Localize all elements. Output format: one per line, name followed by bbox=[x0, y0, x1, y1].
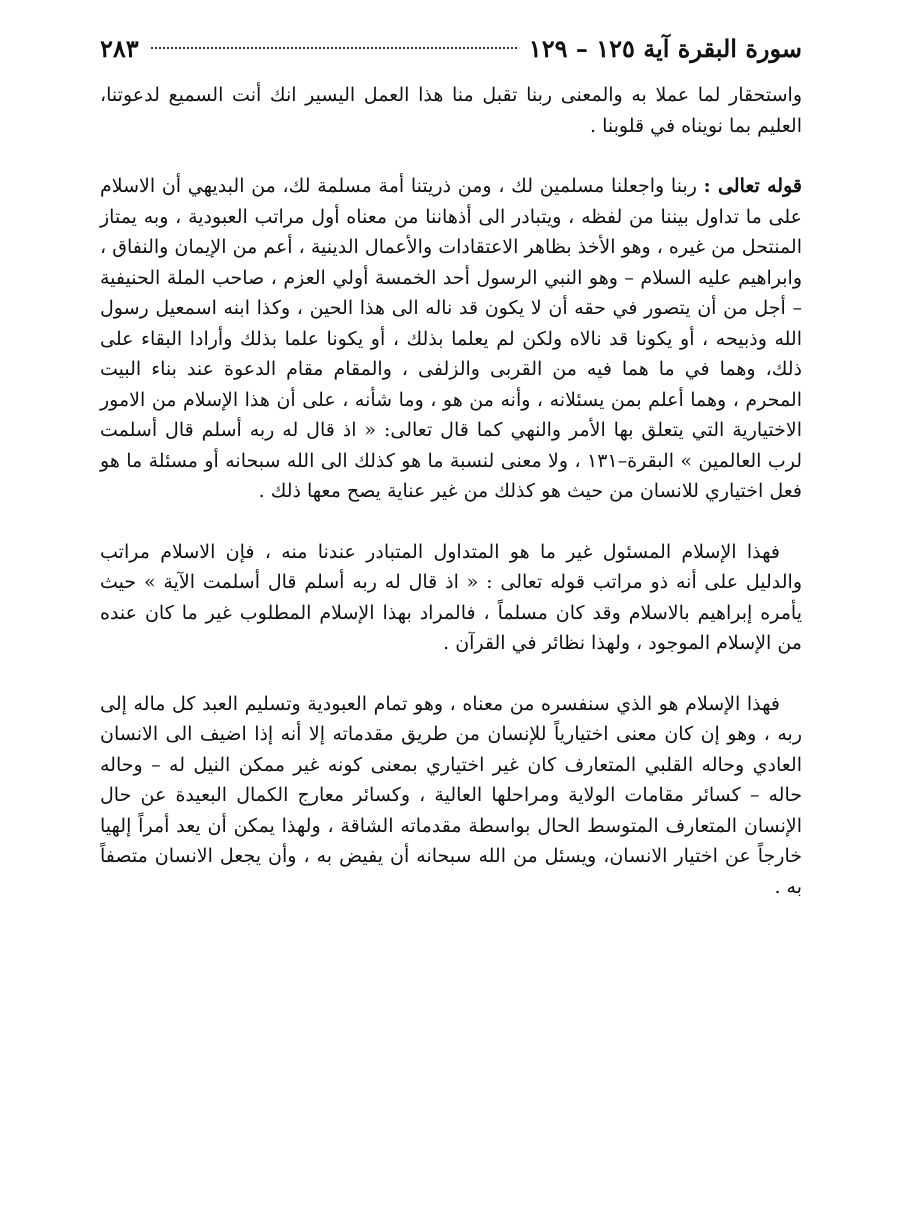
paragraph-2-text: ربنا واجعلنا مسلمين لك ، ومن ذريتنا أمة مسلمة لك، من البديهي أن الاسلام على ما تداول بيننا من لفظه ، ويتبادر الى أذهاننا من معناه أول مراتب العبودية ، وبه يمتاز المنتحل من غيره ، وهو الأخذ بظاهر الاعتقادات والأعمال الدينية ، أعم من الإيمان والنفاق ، وابراهيم عليه السلام – وهو النبي الرسول أحد الخمسة أولي العزم ، صاحب الملة الحنيفية – أجل من أن يتصور في حقه أن لا يكون قد ناله الى هذا الحين ، وكذا ابنه اسمعيل رسول الله وذبيحه ، أو يكونا قد نالاه ولكن لم يعلما بذلك ، أو يكونا علما بذلك وأرادا البقاء على ذلك، وهما في ما هما فيه من القربى والزلفى ، والمقام مقام الدعوة عند بناء البيت المحرم ، وهما أعلم بمن يسئلانه ، وأنه من هو ، وما شأنه ، على أن هذا الإسلام من الامور الاختيارية التي يتعلق بها الأمر والنهي كما قال تعالى: « اذ قال له ربه أسلم قال أسلمت لرب العالمين » البقرة–١٣١ ، ولا معنى لنسبة ما هو كذلك الى الله سبحانه أو مسئلة ما هو فعل اختياري للانسان من حيث هو كذلك من غير عناية يصح معها ذلك . bbox=[100, 175, 802, 502]
paragraph-3-text: فهذا الإسلام المسئول غير ما هو المتداول المتبادر عندنا منه ، فإن الاسلام مراتب والدليل على أنه ذو مراتب قوله تعالى : « اذ قال له ربه أسلم قال أسلمت الآية » حيث يأمره إبراهيم بالاسلام وقد كان مسلماً ، فالمراد بهذا الإسلام المطلوب غير ما كان عنده من الإسلام الموجود ، ولهذا نظائر في القرآن . bbox=[100, 540, 802, 654]
paragraph-2-lead: قوله تعالى : bbox=[703, 175, 802, 197]
paragraph-1 bbox=[100, 80, 802, 141]
paragraph-2 bbox=[100, 171, 802, 507]
paragraph-4-text: فهذا الإسلام هو الذي سنفسره من معناه ، وهو تمام العبودية وتسليم العبد كل ماله إلى ربه ، وهو إن كان معنى اختيارياً للإنسان من طريق مقدماته إلا أنه إذا اضيف الى الانسان العادي وحاله القلبي المتعارف كان غير اختياري بمعنى كونه غير ممكن النيل له – وحاله حاله – كسائر مقامات الولاية ومراحلها العالية ، وكسائر معارج الكمال البعيدة عن حال الإنسان المتعارف المتوسط الحال بواسطة مقدماته الشاقة ، ولهذا يمكن أن يعد أمراً إلهيا خارجاً عن اختيار الانسان، ويسئل من الله سبحانه أن يفيض به ، وأن يجعل الانسان متصفاً به . bbox=[100, 692, 802, 898]
main-text bbox=[100, 80, 802, 902]
paragraph-4 bbox=[100, 689, 802, 903]
page-number: ٢٨٣ bbox=[100, 33, 139, 63]
page-header bbox=[100, 30, 802, 66]
paragraph-1-text: واستحقار لما عملا به والمعنى ربنا تقبل منا هذا العمل اليسير انك أنت السميع لدعوتنا، العليم بما نويناه في قلوبنا . bbox=[100, 84, 802, 137]
surah-heading: سورة البقرة آية ١٢٥ – ١٢٩ bbox=[528, 33, 802, 63]
paragraph-3 bbox=[100, 537, 802, 659]
header-dotted-leader bbox=[151, 47, 517, 49]
